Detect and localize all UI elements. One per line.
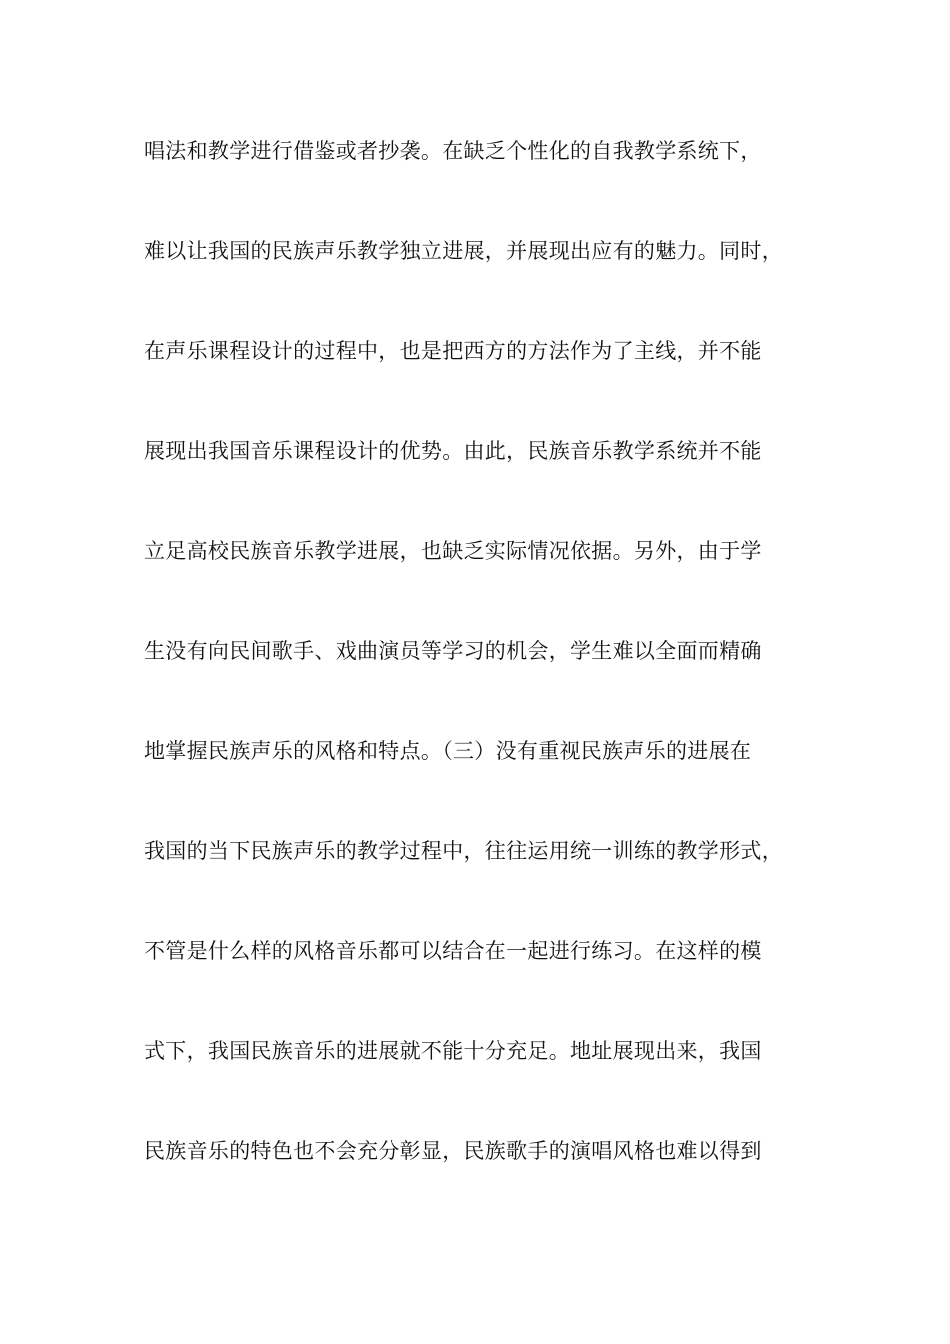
body-text bbox=[144, 128, 834, 1228]
text-line: 不管是什么样的风格音乐都可以结合在一起进行练习。在这样的模 bbox=[144, 939, 762, 963]
text-line: 式下，我国民族音乐的进展就不能十分充足。地址展现出来，我国 bbox=[144, 1039, 762, 1063]
text-line: 难以让我国的民族声乐教学独立进展，并展现出应有的魅力。同时， bbox=[144, 239, 783, 263]
text-line: 在声乐课程设计的过程中，也是把西方的方法作为了主线，并不能 bbox=[144, 339, 762, 363]
text-line: 立足高校民族音乐教学进展，也缺乏实际情况依据。另外，由于学 bbox=[144, 539, 762, 563]
text-line: 生没有向民间歌手、戏曲演员等学习的机会，学生难以全面而精确 bbox=[144, 639, 762, 663]
text-line: 唱法和教学进行借鉴或者抄袭。在缺乏个性化的自我教学系统下， bbox=[144, 139, 762, 163]
text-line: 展现出我国音乐课程设计的优势。由此，民族音乐教学系统并不能 bbox=[144, 439, 762, 463]
text-line: 民族音乐的特色也不会充分彰显，民族歌手的演唱风格也难以得到 bbox=[144, 1139, 762, 1163]
text-line: 我国的当下民族声乐的教学过程中，往往运用统一训练的教学形式， bbox=[144, 839, 783, 863]
text-line: 地掌握民族声乐的风格和特点。（三）没有重视民族声乐的进展在 bbox=[144, 739, 752, 763]
